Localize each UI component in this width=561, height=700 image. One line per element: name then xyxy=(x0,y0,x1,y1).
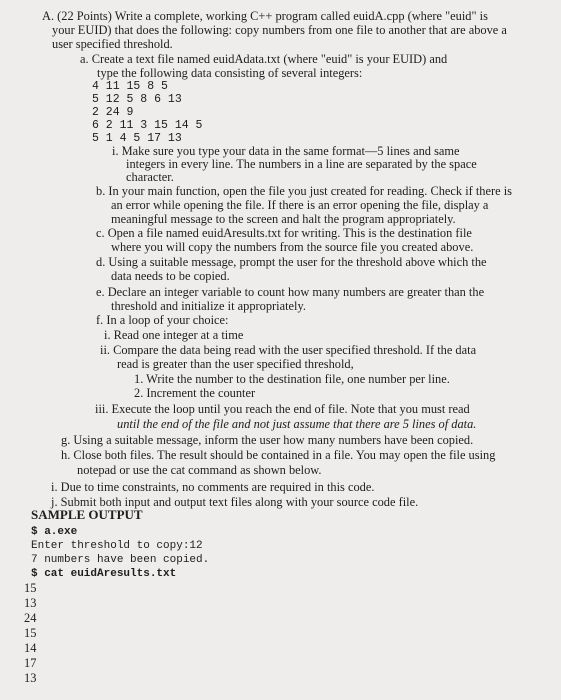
result-line-2: 13 xyxy=(24,596,37,610)
result-line-7: 13 xyxy=(24,671,37,685)
data-line-2: 5 12 5 8 6 13 xyxy=(92,93,182,106)
data-line-4: 6 2 11 3 15 14 5 xyxy=(92,119,203,132)
note-line-1: i. Make sure you type your data in the same format—5 lines and same xyxy=(112,144,460,158)
step-i-line-1: i. Due to time constraints, no comments are required in this code. xyxy=(51,480,375,494)
step-b-line-1: b. In your main function, open the file you just created for reading. Check if there is xyxy=(96,184,512,198)
step-f-ii-line-2: read is greater than the user specified threshold, xyxy=(117,357,354,371)
step-a-line-1: a. Create a text file named euidAdata.txt (where "euid" is your EUID) and xyxy=(80,52,448,66)
data-line-3: 2 24 9 xyxy=(92,106,134,119)
step-a-line-2: type the following data consisting of several integers: xyxy=(97,66,363,80)
question-line-1: A. (22 Points) Write a complete, working C++ program called euidA.cpp (where "euid" is xyxy=(42,9,488,23)
terminal-line-1: $ a.exe xyxy=(31,526,78,538)
data-line-5: 5 1 4 5 17 13 xyxy=(92,132,182,145)
result-line-1: 15 xyxy=(24,581,37,595)
step-b-line-3: meaningful message to the screen and halt the program appropriately. xyxy=(111,212,456,226)
step-f-sub-2: 2. Increment the counter xyxy=(134,386,256,400)
result-line-3: 24 xyxy=(24,611,37,625)
result-line-5: 14 xyxy=(24,641,37,655)
sample-output-heading: SAMPLE OUTPUT xyxy=(31,507,143,522)
terminal-line-4: $ cat euidAresults.txt xyxy=(31,568,177,580)
step-j-line-1: j. Submit both input and output text files along with your source code file. xyxy=(51,495,419,509)
step-f-line-1: f. In a loop of your choice: xyxy=(96,313,229,327)
step-e-line-1: e. Declare an integer variable to count how many numbers are greater than the xyxy=(96,285,485,299)
step-f-iii-line-1: iii. Execute the loop until you reach the end of file. Note that you must read xyxy=(95,402,470,416)
data-line-1: 4 11 15 8 5 xyxy=(92,80,168,93)
terminal-line-2: Enter threshold to copy:12 xyxy=(31,540,203,552)
note-line-3: character. xyxy=(126,170,174,184)
terminal-line-3: 7 numbers have been copied. xyxy=(31,554,210,566)
step-h-line-2: notepad or use the cat command as shown below. xyxy=(77,463,322,477)
step-b-line-2: an error while opening the file. If there is an error opening the file, display a xyxy=(111,198,489,212)
step-d-line-1: d. Using a suitable message, prompt the user for the threshold above which the xyxy=(96,255,487,269)
step-d-line-2: data needs to be copied. xyxy=(111,269,230,283)
step-e-line-2: threshold and initialize it appropriately. xyxy=(111,299,306,313)
step-f-ii-line-1: ii. Compare the data being read with the user specified threshold. If the data xyxy=(100,343,477,357)
step-f-iii-line-2: until the end of the file and not just assume that there are 5 lines of data. xyxy=(117,417,477,431)
question-line-3: user specified threshold. xyxy=(52,37,173,51)
step-h-line-1: h. Close both files. The result should be contained in a file. You may open the file using xyxy=(61,448,496,462)
result-line-4: 15 xyxy=(24,626,37,640)
step-g-line-1: g. Using a suitable message, inform the user how many numbers have been copied. xyxy=(61,433,474,447)
step-c-line-1: c. Open a file named euidAresults.txt for writing. This is the destination file xyxy=(96,226,472,240)
step-c-line-2: where you will copy the numbers from the source file you created above. xyxy=(111,240,474,254)
step-f-sub-1: 1. Write the number to the destination file, one number per line. xyxy=(134,372,450,386)
question-line-2: your EUID) that does the following: copy numbers from one file to another that are above a xyxy=(52,23,507,37)
step-f-i: i. Read one integer at a time xyxy=(104,328,244,342)
note-line-2: integers in every line. The numbers in a line are separated by the space xyxy=(126,157,477,171)
result-line-6: 17 xyxy=(24,656,37,670)
